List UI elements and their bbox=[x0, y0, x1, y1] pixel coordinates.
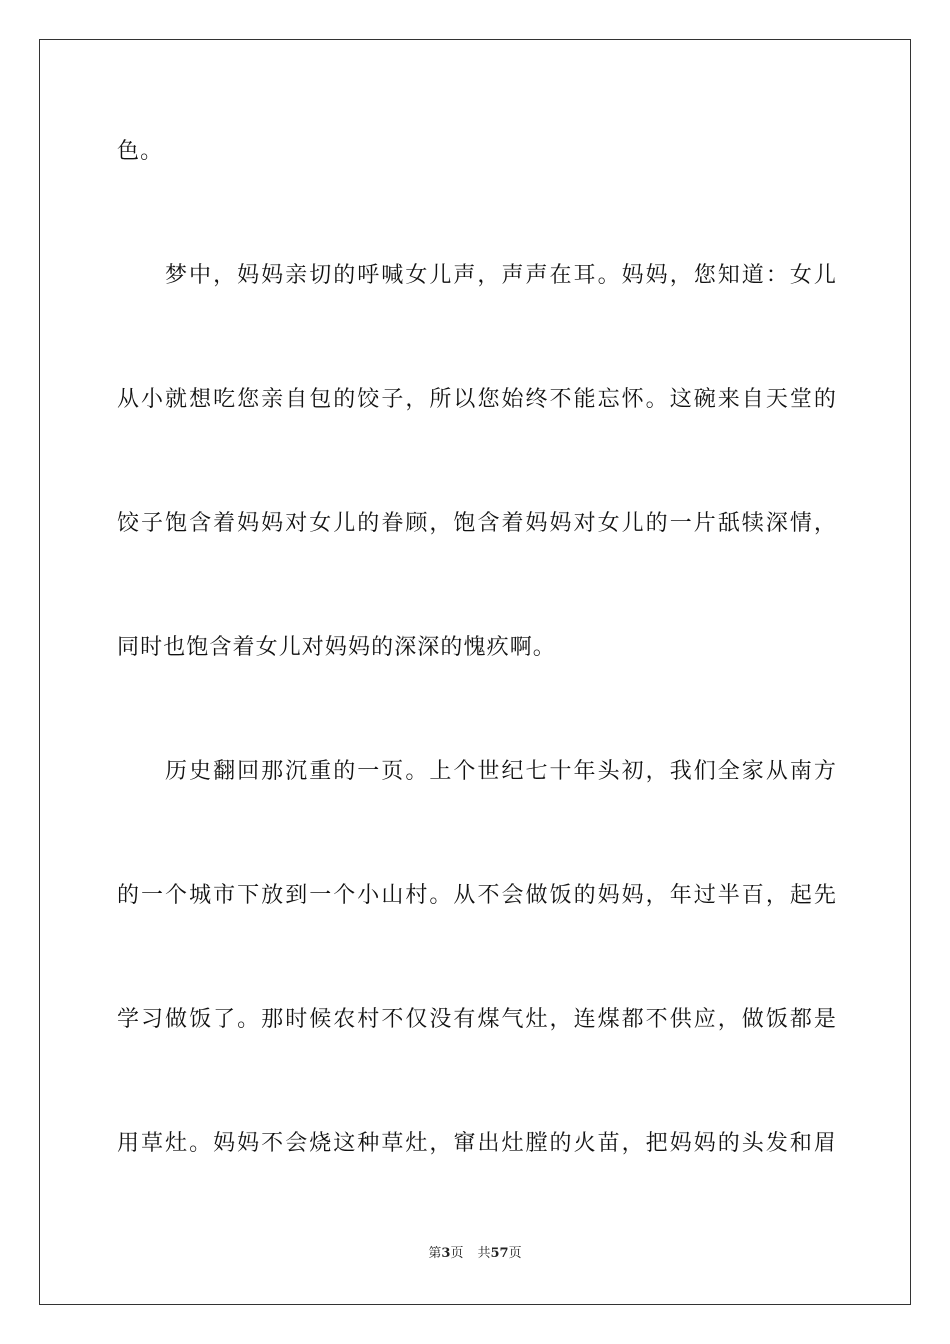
total-suffix: 页 bbox=[508, 1246, 522, 1261]
text-line-3: 从小就想吃您亲自包的饺子，所以您始终不能忘怀。这碗来自天堂的 bbox=[117, 387, 837, 412]
text-line-8: 学习做饭了。那时候农村不仅没有煤气灶，连煤都不供应，做饭都是 bbox=[117, 1007, 837, 1032]
page-footer bbox=[0, 1246, 950, 1262]
total-prefix: 共 bbox=[477, 1246, 491, 1261]
text-line-1: 色。 bbox=[117, 139, 164, 164]
page-frame bbox=[39, 39, 911, 1305]
text-line-2: 梦中，妈妈亲切的呼喊女儿声，声声在耳。妈妈，您知道：女儿 bbox=[165, 263, 837, 288]
text-line-7: 的一个城市下放到一个小山村。从不会做饭的妈妈，年过半百，起先 bbox=[117, 883, 837, 908]
text-line-6: 历史翻回那沉重的一页。上个世纪七十年头初，我们全家从南方 bbox=[165, 759, 837, 784]
text-line-5: 同时也饱含着女儿对妈妈的深深的愧疚啊。 bbox=[117, 635, 556, 660]
page-prefix: 第 bbox=[428, 1246, 442, 1261]
page-suffix: 页 bbox=[450, 1246, 464, 1261]
text-line-4: 饺子饱含着妈妈对女儿的眷顾，饱含着妈妈对女儿的一片舐犊深情， bbox=[117, 511, 837, 536]
page-number: 3 bbox=[441, 1246, 451, 1261]
text-line-9: 用草灶。妈妈不会烧这种草灶，窜出灶膛的火苗，把妈妈的头发和眉 bbox=[117, 1131, 837, 1156]
total-pages: 57 bbox=[490, 1246, 509, 1261]
